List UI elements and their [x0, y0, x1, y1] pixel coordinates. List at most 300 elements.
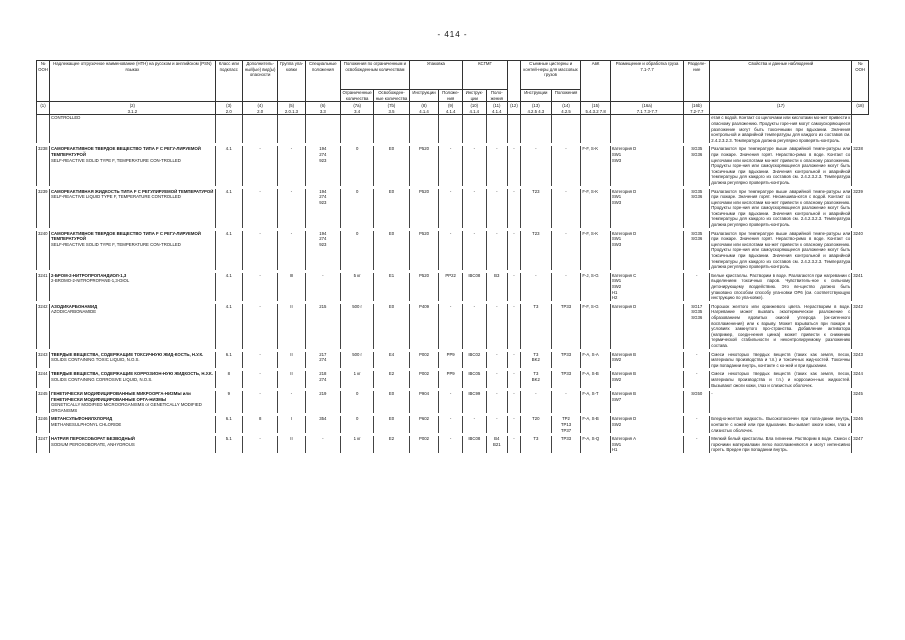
cell-segr: - [684, 436, 710, 453]
cell-cls: 6.1 [215, 416, 242, 433]
cell-name [50, 273, 216, 301]
cell-stow: Категория D [610, 304, 683, 349]
cell-name [50, 231, 216, 270]
header-un: № ООН [37, 61, 50, 102]
column-number [37, 102, 50, 115]
cell-props: Разлагаются при температуре выше аварийной темпе-ратуры или при пожаре. Значения горят. Нераство-римо в воде. Контакт со щелочами или кислотами мо-жет привести к опасному разложению. Продукты горе-ния или самоускоряющееся разложение могут быть токсичными при вдыхании. Значения контрольной и аварийной температуры для каждого из составов см. 2.4.2.3.2.3. Температура должна регулярно проверять-контроль. [711, 230, 851, 270]
cell-sp: 215 [305, 304, 341, 349]
cell-eq: E0 [374, 304, 410, 349]
cell-ibci: - [462, 304, 486, 349]
cell-pg: III [278, 273, 305, 301]
column-number-ref: 3.1.2 [127, 108, 138, 114]
cell-un: 3241 [37, 273, 50, 301]
cell-ibci: - [462, 146, 486, 185]
header-class: Класс или подкласс [215, 61, 242, 102]
cell-pp: - [439, 391, 463, 413]
cell-pi: P409 [409, 304, 439, 349]
column-number-ref: 7.2-7.7 [690, 108, 704, 114]
cell-sub: - [242, 304, 278, 349]
cell-pi: P002 [409, 436, 439, 453]
name-english: CONTROLLED [51, 115, 81, 121]
cell-eq: E2 [374, 436, 410, 453]
cell-un2: 3244 [852, 371, 869, 388]
cell-name [50, 436, 216, 453]
cell-sp: 194 274 923 [305, 231, 341, 270]
cell-ibcp: B4 B21 [486, 436, 507, 453]
name-english: SELF-REACTIVE LIQUID TYPE F, TEMPERATURE CONTROLLED [51, 194, 181, 200]
cell-eq: E0 [374, 391, 410, 413]
cell-segr: SG35 SG36 [684, 189, 710, 228]
cell-pg [278, 115, 305, 143]
column-number-ref: 3.5 [388, 108, 395, 114]
cell-lq: 500 г [341, 304, 374, 349]
column-number-label: (8) [421, 103, 427, 109]
cell-ems: F-F, S-K [581, 189, 611, 228]
cell-lq: 0 [341, 189, 374, 228]
cell-ibci: IBC08 [462, 436, 486, 453]
cell-ti: T23 [520, 231, 551, 270]
column-number-label: (7b) [387, 103, 396, 109]
cell-pg: II [278, 352, 305, 369]
row-spacer [37, 453, 869, 456]
cell-c12 [507, 115, 520, 143]
name-russian: НАТРИЯ ПЕРОКСОБОРАТ БЕЗВОДНЫЙ [51, 436, 135, 442]
column-number-label: (17) [776, 103, 785, 109]
cell-un: 3245 [37, 391, 50, 413]
cell-cls: 8 [215, 371, 242, 388]
cell-name [50, 352, 216, 369]
cell-pp: - [439, 304, 463, 349]
cell-ti: T3 [520, 436, 551, 453]
cell-cls: 4.1 [215, 231, 242, 270]
cell-eq: E0 [374, 416, 410, 433]
column-number-ref: 2.0 [225, 108, 232, 114]
cell-lq: 1 кг [341, 436, 374, 453]
cell-segr: - [684, 352, 710, 369]
header-lq: Ограниченные количества [342, 90, 372, 101]
cell-sub: - [242, 352, 278, 369]
cell-sub: 8 [242, 416, 278, 433]
cell-segr: - [684, 371, 710, 388]
cell-cls: 4.1 [215, 146, 242, 185]
column-number [341, 102, 374, 115]
cell-sp: - [305, 273, 341, 301]
cell-ibci: IBC05 [462, 371, 486, 388]
dangerous-goods-table [36, 60, 869, 456]
cell-tp: TP33 [551, 436, 581, 453]
column-number-label: (11) [493, 103, 501, 109]
cell-ti [520, 115, 551, 143]
cell-eq: E1 [374, 273, 410, 301]
cell-eq [374, 115, 410, 143]
cell-ibcp: - [486, 371, 507, 388]
column-number-label: (2) [129, 103, 135, 109]
cell-sub: - [242, 391, 278, 413]
header-tanks: Съемные цистерны и контей-неры для массовых грузов [520, 61, 580, 90]
cell-props: Разлагаются при температуре выше аварийной темпе-ратуры или при пожаре. Значения горят. Нераство-римо в воде. Контакт со щелочами или кислотами мо-жет привести к опасному разложению. Продукты горе-ния или самоускоряющееся разложение могут быть токсичными при вдыхании. Значения контрольной и аварийной температуры для каждого из составов см. 2.4.2.3.2.3. Температура должна регулярно проверять-контроль. [711, 146, 851, 185]
name-russian: ТВЕРДЫЕ ВЕЩЕСТВА, СОДЕРЖАЩИЕ ТОКСИЧНУЮ ЖИД-КОСТЬ, Н.У.К. [51, 351, 204, 357]
cell-segr [684, 115, 710, 143]
header-special-provisions: Специальные положения [305, 61, 341, 102]
cell-ems: F-J, S-G [581, 273, 611, 301]
cell-sp [305, 115, 341, 143]
header-eq: Освобожден-ные количества [375, 90, 408, 101]
cell-stow: Категория B SW7 [610, 391, 683, 413]
table-body [37, 115, 869, 456]
name-russian: МЕТАНСУЛЬФОНИЛХЛОРИД [51, 416, 113, 422]
name-english: GENETICALLY MODIFIED MICROORGANISMS or GENETICALLY MODIFIED ORGANISMS [51, 402, 202, 413]
cell-pg: - [278, 231, 305, 270]
cell-sub [242, 115, 278, 143]
header-ibc: КСГМГ [462, 61, 507, 90]
column-number-label: (7a) [353, 103, 361, 109]
name-english: 2-BROMO-2-NITROPROPANE-1,3-DIOL [51, 278, 130, 284]
page-number: - 414 - [437, 30, 468, 39]
cell-un: 3242 [37, 304, 50, 349]
cell-props: Смеси некоторых твердых веществ (таких как земля, песок, материалы производства и т.п.) и токсичных жид-костей. Токсичны при попадании внутрь, контакте с ко-жей и при вдыхании. [711, 351, 851, 368]
column-number [507, 102, 520, 115]
cell-ems: F-A, S-T [581, 391, 611, 413]
cell-tp: - [551, 189, 581, 228]
cell-pg: - [278, 391, 305, 413]
cell-ibcp: - [486, 231, 507, 270]
table-row [37, 115, 869, 143]
cell-lq: 500 г [341, 352, 374, 369]
cell-un2: 3242 [852, 304, 869, 349]
cell-ti: T23 [520, 189, 551, 228]
cell-ibcp: B3 [486, 273, 507, 301]
cell-cls [215, 115, 242, 143]
cell-ti: - [520, 273, 551, 301]
cell-tp: - [551, 146, 581, 185]
cell-ti: - [520, 391, 551, 413]
cell-un2: 3243 [852, 352, 869, 369]
cell-sp: 219 [305, 391, 341, 413]
header-tank-i: Инструкции [520, 90, 551, 102]
cell-sp: 218 274 [305, 371, 341, 388]
cell-pp: - [439, 416, 463, 433]
name-russian: АЗОДИКАРБОНАМИД [51, 303, 98, 309]
column-number [215, 102, 242, 115]
column-number-ref: 2.0.1.3 [284, 108, 299, 114]
cell-lq: 0 [341, 146, 374, 185]
cell-pp: PP9 [439, 352, 463, 369]
cell-pi: P002 [409, 371, 439, 388]
column-number-label: (10) [470, 103, 479, 109]
cell-un: 3238 [37, 146, 50, 185]
cell-sub: - [242, 273, 278, 301]
cell-pp: - [439, 231, 463, 270]
column-number-label: (14) [562, 103, 570, 109]
header-sub-risk: Дополнитель-ный(ые) вид(ы) опасности [242, 61, 278, 102]
cell-c12: - [507, 273, 520, 301]
cell-props: Бледно-желтая жидкость. Высокотоксичен при попа-дании внутрь, контакте с кожей или при вдыхании. Вы-зывает ожоги кожи, глаз и слизистых оболочек. [711, 416, 851, 433]
cell-name [50, 146, 216, 185]
column-number-ref: 4.2.5 4.3 [527, 108, 545, 114]
column-number [684, 102, 710, 115]
cell-un: 3247 [37, 436, 50, 453]
cell-props: Белые кристаллы. Растворим в воде. Разлагаются при нагревании с выделением токсичных паров. Чувствитель-ное к сильному детонирующему воздействию. Это ве-щество должно быть упаковано способом способу упа-ковки OP6 (см. соответствующую инструкцию по упа-ковке). [711, 272, 851, 301]
cell-un: 3246 [37, 416, 50, 433]
cell-cls: 4.1 [215, 189, 242, 228]
cell-c12: - [507, 352, 520, 369]
column-number-label: (18) [856, 103, 864, 109]
column-number-label: (15) [591, 103, 600, 109]
table-row [37, 304, 869, 349]
cell-segr: SG17 SG35 SG36 [684, 304, 710, 349]
cell-c12: - [507, 231, 520, 270]
cell-ibci: - [462, 231, 486, 270]
cell-lq: 5 кг [341, 273, 374, 301]
column-number [50, 102, 216, 115]
cell-un2: 3245 [852, 391, 869, 413]
cell-un: 3244 [37, 371, 50, 388]
column-number-label: (13) [532, 103, 540, 109]
cell-ibci [462, 115, 486, 143]
name-english: AZODICARBONAMIDE [51, 309, 97, 315]
column-number-ref: 5.4.3.2 7.8 [585, 108, 606, 114]
cell-name [50, 189, 216, 228]
cell-props: Смеси некоторых твердых веществ (таких как земля, песок, материалы производства и т.п.) и коррозион-ных жидкостей. Вызывают ожоги кожи, глаз и слизистых оболочек. [711, 371, 851, 388]
cell-pi: P904 [409, 391, 439, 413]
cell-ibcp: - [486, 189, 507, 228]
cell-cls: 5.1 [215, 436, 242, 453]
column-number [278, 102, 305, 115]
cell-c12: - [507, 304, 520, 349]
cell-tp: TP33 [551, 304, 581, 349]
cell-stow: Категория D SW1 SW3 [610, 146, 683, 185]
cell-props: Мелкий белый кристаллы. Вла гигиенни. Растворим в воде. Смеси с горючими материалами легко воспламеняются и могут интенсивно гореть. Вреден при попадании внутрь. [711, 436, 851, 453]
cell-ti: - [520, 146, 551, 185]
column-number-ref: 4.1.4 [419, 108, 429, 114]
name-english: SODIUM PEROXOBORATE, ANHYDROUS [51, 441, 135, 447]
column-number [374, 102, 410, 115]
column-number-ref: 2.0 [257, 108, 264, 114]
cell-c12: - [507, 436, 520, 453]
cell-eq: E0 [374, 231, 410, 270]
cell-cls: 6.1 [215, 352, 242, 369]
cell-eq: E0 [374, 189, 410, 228]
header-pp: Положе-ния [439, 90, 463, 102]
cell-c12: - [507, 146, 520, 185]
cell-stow: Категория C SW1 SW2 H1 H2 [610, 273, 683, 301]
cell-c12: - [507, 416, 520, 433]
table-row [37, 189, 869, 228]
table-row [37, 416, 869, 433]
cell-segr: SG35 SG36 [684, 146, 710, 185]
cell-stow [610, 115, 683, 143]
table-row [37, 391, 869, 413]
header-packing-group: Группа упа-ковки [278, 61, 305, 102]
table-row [37, 273, 869, 301]
cell-segr: - [684, 416, 710, 433]
column-number-ref: 4.2.5 [561, 108, 571, 114]
cell-un2: 3240 [852, 231, 869, 270]
cell-un2 [852, 115, 869, 143]
cell-ems: F-A, S-A [581, 352, 611, 369]
table-header [37, 61, 869, 115]
cell-ibci: - [462, 416, 486, 433]
header-un-right: № ООН [852, 61, 869, 102]
cell-un: 3239 [37, 189, 50, 228]
cell-pp: PP22 [439, 273, 463, 301]
cell-ems: F-A, S-B [581, 416, 611, 433]
cell-pi: P002 [409, 352, 439, 369]
cell-segr: SG35 SG36 [684, 231, 710, 270]
cell-pi: P520 [409, 189, 439, 228]
cell-sp: 194 274 923 [305, 146, 341, 185]
cell-ems: F-F, S-K [581, 146, 611, 185]
cell-props: - [710, 391, 852, 413]
cell-sp: 217 274 [305, 352, 341, 369]
column-number [439, 102, 463, 115]
cell-pg: - [278, 146, 305, 185]
cell-pi [409, 115, 439, 143]
cell-lq: 0 [341, 416, 374, 433]
cell-cls: 9 [215, 391, 242, 413]
header-ibc-p: Поло-жения [486, 90, 507, 102]
cell-props: етая с водой. Контакт со щелочами или кислотами мо-жет привести к опасному разложению. Продукты горе-ния могут самоускоряющееся разложение могут быть токсичными при вдыхании. Значения контрольной и аварийной температуры для каждого из составов см. 2.4.2.3.2.3. Температура должна регулярно проверять-контроль. [711, 115, 851, 143]
cell-sub: - [242, 231, 278, 270]
column-number-label: (5) [288, 103, 295, 109]
column-number [581, 102, 611, 115]
cell-ti: T3 BK2 [520, 352, 551, 369]
column-number-label: (4) [257, 103, 263, 109]
name-english: SOLIDS CONTAINING CORROSIVE LIQUID, N.O.S. [51, 376, 153, 382]
cell-tp: TP33 [551, 352, 581, 369]
cell-lq: 0 [341, 231, 374, 270]
cell-tp: - [551, 391, 581, 413]
cell-ems [581, 115, 611, 143]
cell-lq [341, 115, 374, 143]
table-row [37, 436, 869, 453]
column-number-label: (6) [320, 103, 326, 109]
cell-lq: 0 [341, 391, 374, 413]
cell-ibcp: - [486, 304, 507, 349]
cell-un2: 3246 [852, 416, 869, 433]
cell-un [37, 115, 50, 143]
name-english: SOLIDS CONTAINING TOXIC LIQUID, N.O.S. [51, 357, 140, 363]
cell-ems: F-F, S-K [581, 231, 611, 270]
cell-c12: - [507, 371, 520, 388]
cell-segr: SG50 [684, 391, 710, 413]
table-row [37, 371, 869, 388]
cell-pp: - [439, 189, 463, 228]
header-packing: Упаковка [409, 61, 462, 90]
column-number-label: (16a) [642, 103, 653, 109]
cell-eq: E2 [374, 371, 410, 388]
name-english: SELF-REACTIVE SOLID TYPE F, TEMPERATURE CON-TROLLED [51, 157, 181, 163]
column-number-label: (16b) [691, 103, 702, 109]
column-number-ref: 3.3 [319, 108, 326, 114]
column-number [486, 102, 507, 115]
cell-eq: E0 [374, 146, 410, 185]
column-number-label: (12) [510, 103, 518, 109]
column-number [551, 102, 581, 115]
header-limited-quantities: Положения по ограниченным и освобожденным количествам [341, 61, 410, 90]
cell-pg: II [278, 436, 305, 453]
cell-sub: - [242, 436, 278, 453]
cell-stow: Категория A SW1 H1 [610, 436, 683, 453]
cell-tp: - [551, 231, 581, 270]
column-number-ref: 4.1.4 [445, 108, 456, 114]
cell-un2: 3238 [852, 146, 869, 185]
cell-un: 3243 [37, 352, 50, 369]
header-ems: АвК [581, 61, 611, 102]
cell-pp: - [439, 146, 463, 185]
cell-stow: Категория D SW1 SW3 [610, 189, 683, 228]
cell-ti: T3 BK2 [520, 371, 551, 388]
cell-ibci: IBC99 [462, 391, 486, 413]
cell-pg: - [278, 189, 305, 228]
name-russian: САМОРЕАКТИВНОЕ ТВЕРДОЕ ВЕЩЕСТВО ТИПА F С РЕГУ-ЛИРУЕМОЙ ТЕМПЕРАТУРОЙ [51, 230, 201, 242]
column-number [305, 102, 341, 115]
cell-ibcp: - [486, 352, 507, 369]
cell-stow: Категория D SW2 [610, 416, 683, 433]
column-number [242, 102, 278, 115]
cell-ems: F-A, S-B [581, 371, 611, 388]
column-number-ref: 3.4 [354, 108, 361, 114]
cell-pi: P602 [409, 416, 439, 433]
header-name: Надлежащее отгрузочное наименование (НТН) на русском и английском (PSN) языках [50, 61, 216, 102]
cell-stow: Категория B SW2 [610, 352, 683, 369]
header-properties: Свойства и данные наблюдений [710, 61, 852, 102]
table-row [37, 146, 869, 185]
header-ibc-i: Инструк-ции [462, 90, 486, 102]
header-tank-p: Положения [551, 90, 581, 102]
column-number [852, 102, 869, 115]
cell-tp [551, 115, 581, 143]
cell-ibcp: - [486, 416, 507, 433]
cell-c12: - [507, 391, 520, 413]
cell-sp: 194 274 923 [305, 189, 341, 228]
header-stowage: Размещение и обработка груза 7.1-7.7 [610, 61, 683, 102]
cell-un2: 3247 [852, 436, 869, 453]
cell-tp: - [551, 273, 581, 301]
cell-pp: - [439, 436, 463, 453]
cell-sub: - [242, 371, 278, 388]
cell-sub: - [242, 146, 278, 185]
cell-un2: 3239 [852, 189, 869, 228]
column-number-ref: 4.1.4 [469, 108, 480, 114]
cell-sub: - [242, 189, 278, 228]
column-number-label: (9) [448, 103, 454, 109]
cell-pi: P520 [409, 231, 439, 270]
cell-pi: P520 [409, 273, 439, 301]
cell-segr: - [684, 273, 710, 301]
cell-ems: F-F, S-G [581, 304, 611, 349]
cell-name [50, 416, 216, 433]
cell-ibcp [486, 115, 507, 143]
name-russian: ТВЕРДЫЕ ВЕЩЕСТВА, СОДЕРЖАЩИЕ КОРРОЗИОН-НУЮ ЖИДКОСТЬ, Н.У.К. [51, 371, 213, 377]
column-number-label: (1) [40, 103, 46, 109]
cell-pp [439, 115, 463, 143]
cell-name [50, 371, 216, 388]
cell-un: 3240 [37, 231, 50, 270]
cell-cls: 4.1 [215, 304, 242, 349]
cell-lq: 1 кг [341, 371, 374, 388]
cell-props: Разлагаются при температуре выше аварийной темпе-ратуры или при пожаре. Значения горят. Несмешива-ются с водой. Контакт со щелочами или кислотами мо-жет привести к опасному разложению. Продукты горе-ния или самоускоряющееся разложение могут быть токсичными при вдыхании. Значения контрольной и аварийной температуры для каждого из составов см. 2.4.2.3.2.3. Температура должна регулярно проверять-контроль. [711, 188, 851, 228]
name-russian: САМОРЕАКТИВНОЕ ТВЕРДОЕ ВЕЩЕСТВО ТИПА F С РЕГУ-ЛИРУЕМОЙ ТЕМПЕРАТУРОЙ [51, 146, 201, 157]
cell-name [50, 391, 216, 413]
cell-tp: TP2 TP13 TP37 [551, 416, 581, 433]
cell-ti: T3 [520, 304, 551, 349]
cell-stow: Категория D SW1 SW3 [610, 231, 683, 270]
column-number-ref: 4.1.4 [492, 108, 502, 114]
cell-c12: - [507, 189, 520, 228]
header-pi: Инструкции [409, 90, 439, 102]
cell-pg: II [278, 304, 305, 349]
